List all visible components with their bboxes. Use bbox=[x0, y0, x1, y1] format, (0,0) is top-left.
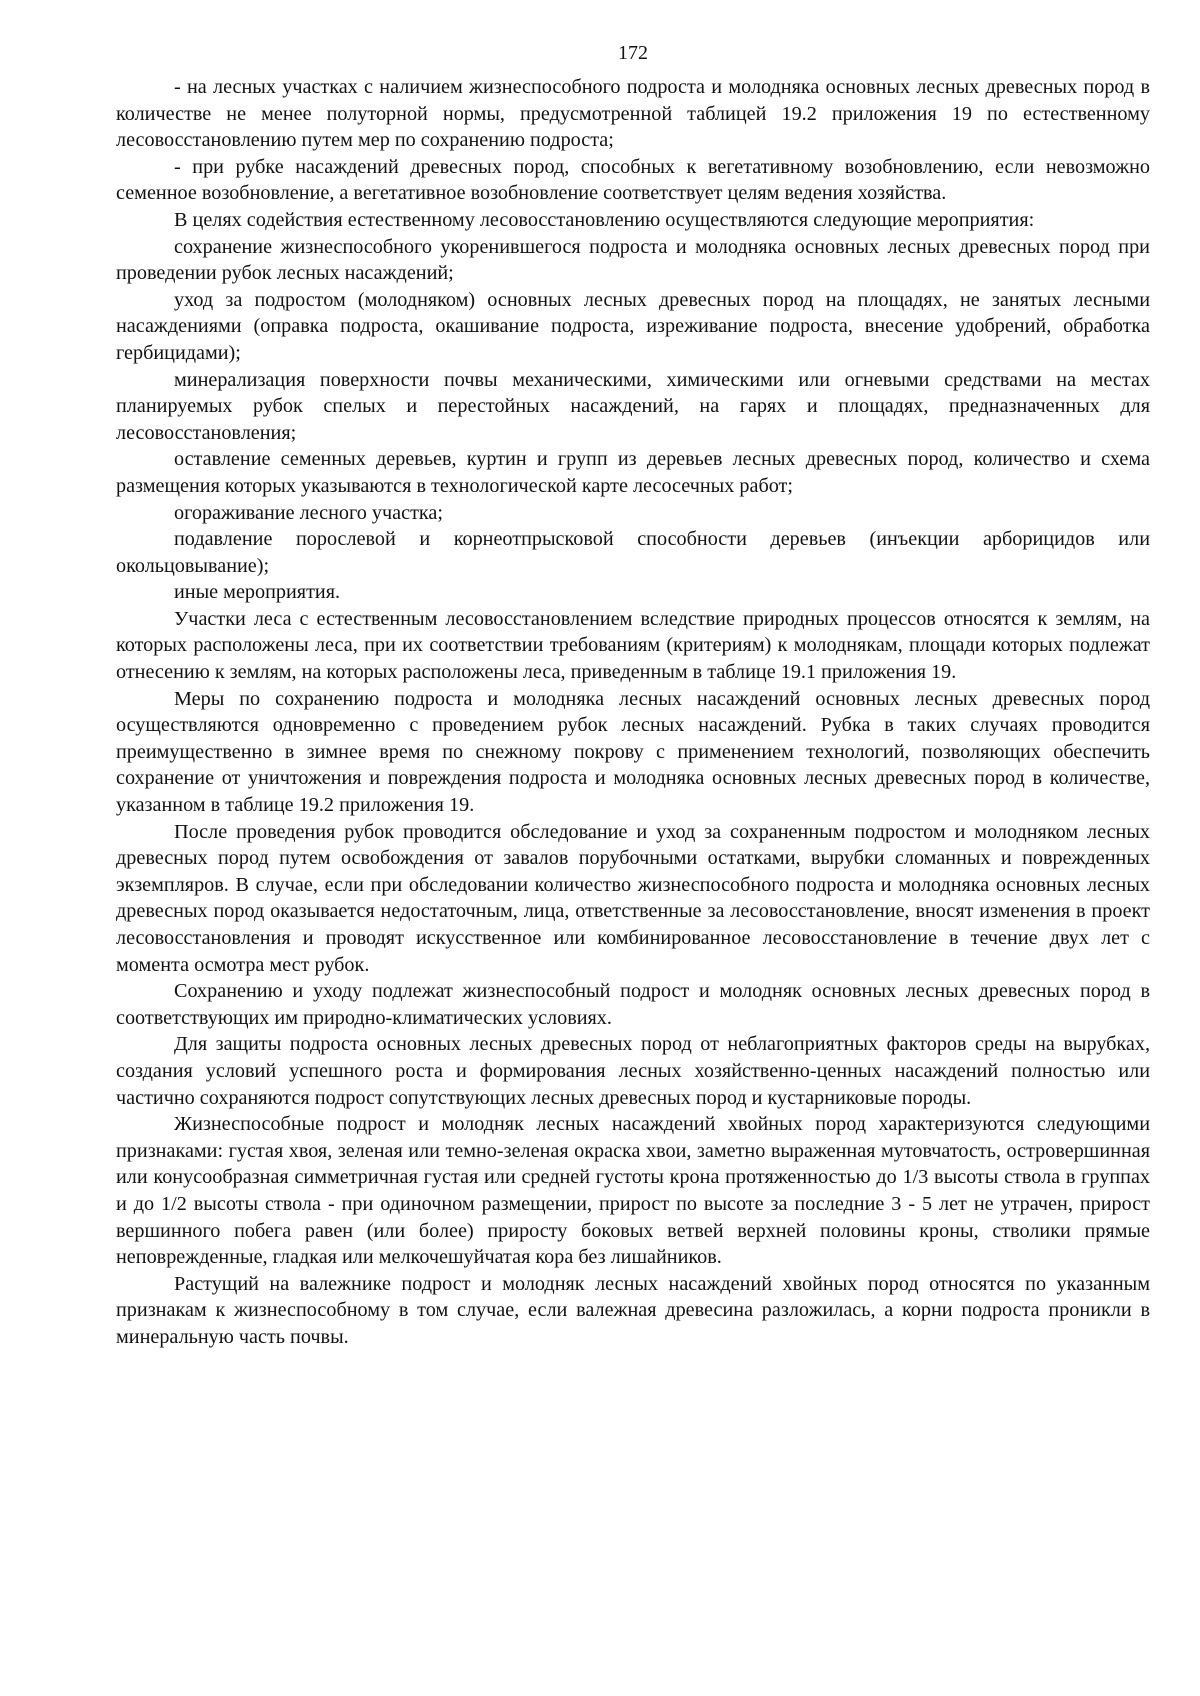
paragraph-vegetative-renewal: - при рубке насаждений древесных пород, способных к вегетативному возобновлению, если невозможно семенное возобновление, а вегетативное возобновление соответствует целям ведения хозяйства. bbox=[116, 155, 1150, 205]
document-page bbox=[116, 40, 1150, 1351]
list-item-preservation: сохранение жизнеспособного укоренившегося подроста и молодняка основных лесных древесных пород при проведении рубок лесных насаждений; bbox=[116, 235, 1150, 285]
paragraph-natural-regeneration-lands: Участки леса с естественным лесовосстановлением вследствие природных процессов относятся к землям, на которых расположены леса, при их соответствии требованиям (критериям) к молоднякам, площади которых подлежат отнесению к землям, на которых расположены леса, приведенным в таблице 19.1 приложения 19. bbox=[116, 607, 1150, 684]
paragraph-understory-preservation: - на лесных участках с наличием жизнеспособного подроста и молодняка основных лесных древесных пород в количестве не менее полуторной нормы, предусмотренной таблицей 19.2 приложения 19 по естественному лесовосстановлению путем мер по сохранению подроста; bbox=[116, 76, 1150, 152]
paragraph-protection: Для защиты подроста основных лесных древесных пород от неблагоприятных факторов среды на вырубках, создания условий успешного роста и формирования лесных хозяйственно-ценных насаждений полностью или частично сохраняются подрост сопутствующих лесных древесных пород и кустарниковые породы. bbox=[116, 1033, 1150, 1109]
list-item-seed-trees: оставление семенных деревьев, куртин и групп из деревьев лесных древесных пород, количество и схема размещения которых указываются в технологической карте лесосечных работ; bbox=[116, 448, 1150, 497]
list-item-other: иные мероприятия. bbox=[174, 581, 341, 604]
paragraph-care-subject: Сохранению и уходу подлежат жизнеспособный подрост и молодняк основных лесных древесных пород в соответствующих им природно-климатических условиях. bbox=[116, 980, 1150, 1029]
page-number: 172 bbox=[618, 42, 648, 64]
list-item-fencing: огораживание лесного участка; bbox=[174, 501, 443, 524]
list-item-suppression: подавление порослевой и корнеотпрысковой способности деревьев (инъекции арборицидов или окольцовывание); bbox=[116, 528, 1150, 577]
paragraph-post-felling-survey: После проведения рубок проводится обследование и уход за сохраненным подростом и молодняком лесных древесных пород путем освобождения от завалов порубочными остатками, вырубки сломанных и поврежденных экземпляров. В случае, если при обследовании количество жизнеспособного подроста и молодняка основных лесных древесных пород оказывается недостаточным, лица, ответственные за лесовосстановление, вносят изменения в проект лесовосстановления и проводят искусственное или комбинированное лесовосстановление в течение двух лет с момента осмотра мест рубок. bbox=[116, 820, 1150, 976]
list-item-mineralization: минерализация поверхности почвы механическими, химическими или огневыми средствами на местах планируемых рубок спелых и перестойных насаждений, на гарях и площадях, предназначенных для лесовосстановления; bbox=[116, 368, 1150, 444]
list-item-care: уход за подростом (молодняком) основных лесных древесных пород на площадях, не занятых лесными насаждениями (оправка подроста, окашивание подроста, изреживание подроста, внесение удобрений, обработка гербицидами); bbox=[116, 288, 1150, 364]
paragraph-measures-intro: В целях содействия естественному лесовосстановлению осуществляются следующие мероприятия: bbox=[174, 208, 1035, 231]
paragraph-preservation-measures: Меры по сохранению подроста и молодняка лесных насаждений основных лесных древесных пород осуществляются одновременно с проведением рубок лесных насаждений. Рубка в таких случаях проводится преимущественно в зимнее время по снежному покрову с применением технологий, позволяющих обеспечить сохранение от уничтожения и повреждения подроста и молодняка основных лесных древесных пород в количестве, указанном в таблице 19.2 приложения 19. bbox=[116, 687, 1150, 817]
paragraph-deadwood-understory: Растущий на валежнике подрост и молодняк лесных насаждений хвойных пород относятся по указанным признакам к жизнеспособному в том случае, если валежная древесина разложилась, а корни подроста проникли в минеральную часть почвы. bbox=[116, 1272, 1150, 1348]
paragraph-viability-signs: Жизнеспособные подрост и молодняк лесных насаждений хвойных пород характеризуются следующими признаками: густая хвоя, зеленая или темно-зеленая окраска хвои, заметно выраженная мутовчатость, островершинная или конусообразная симметричная густая или средней густоты крона протяженностью до 1/3 высоты ствола в группах и до 1/2 высоты ствола - при одиночном размещении, прирост по высоте за последние 3 - 5 лет не утрачен, прирост вершинного побега равен (или более) приросту боковых ветвей верхней половины кроны, стволики прямые неповрежденные, гладкая или мелкочешуйчатая кора без лишайников. bbox=[116, 1113, 1150, 1269]
